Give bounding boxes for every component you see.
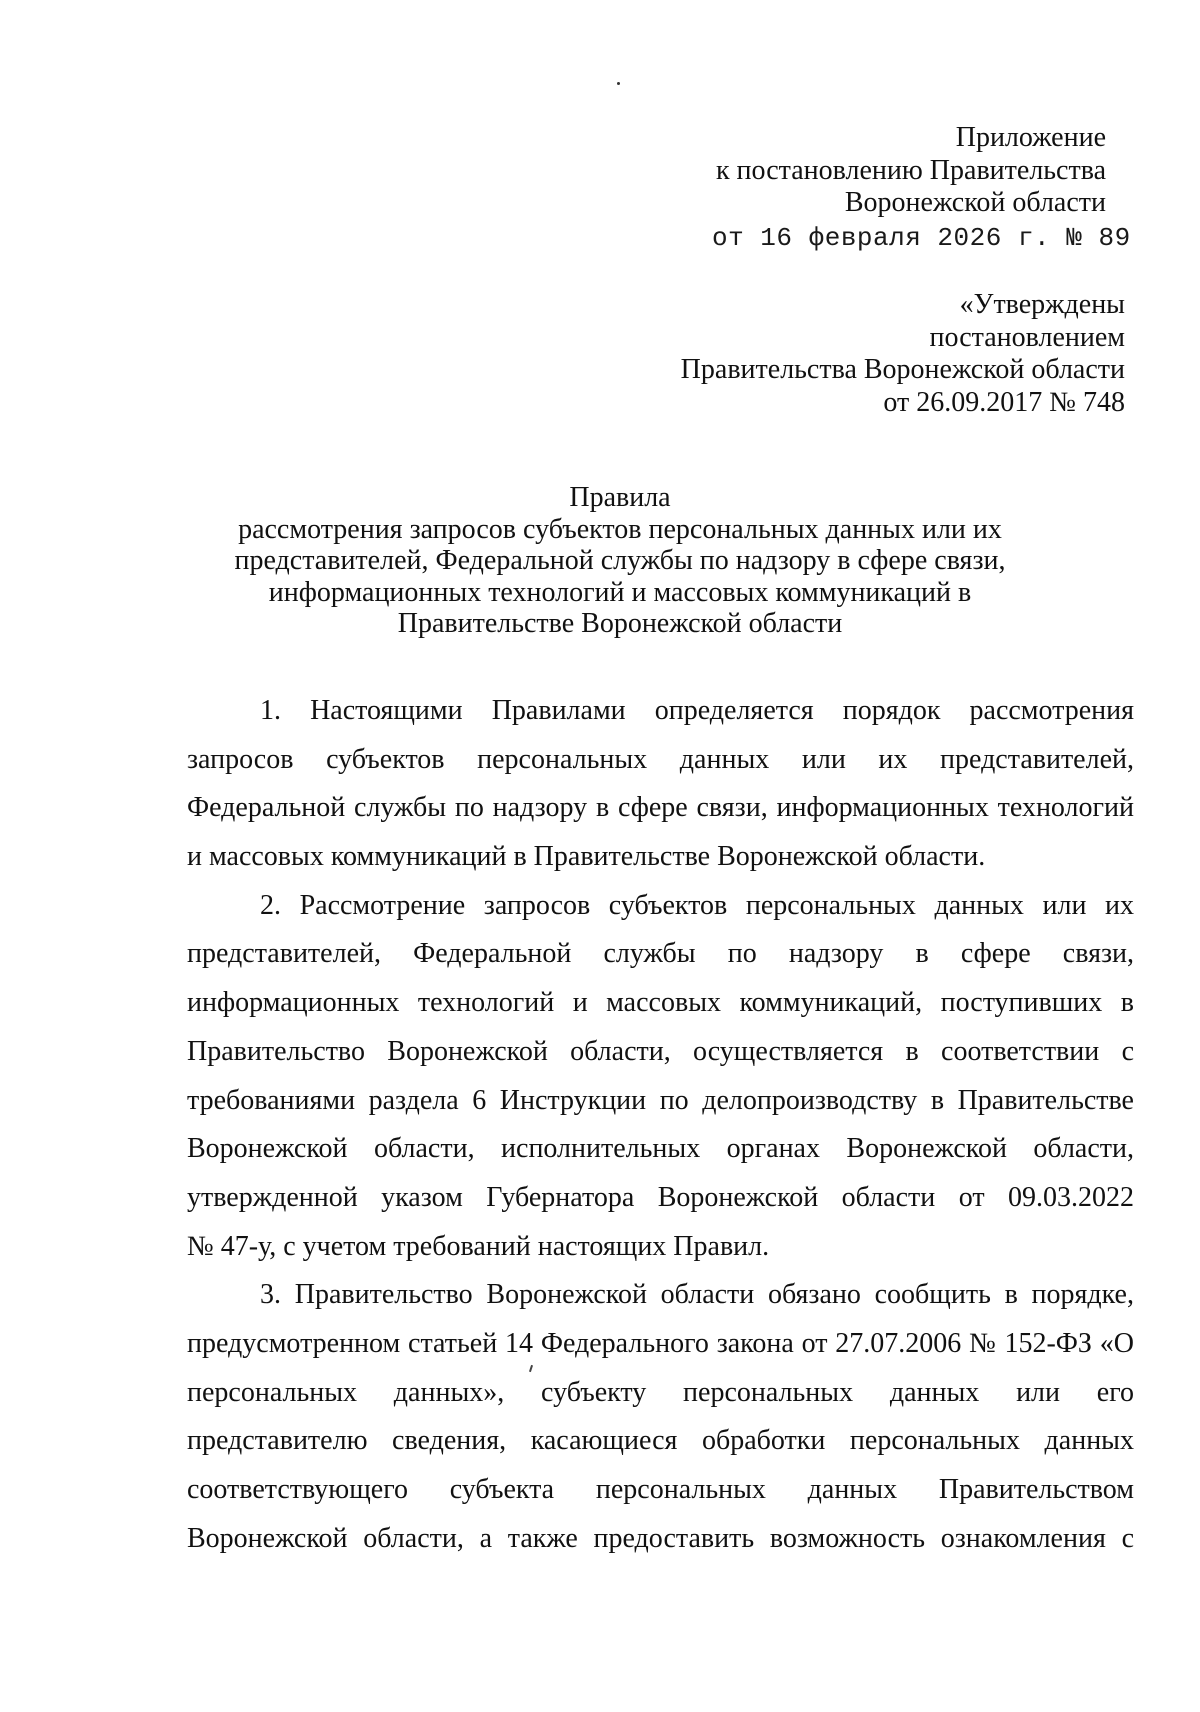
annex-line: к постановлению Правительства (715, 154, 1106, 186)
approval-line: постановлением (929, 321, 1125, 353)
registration-stamp: от 16 февраля 2026 г. № 89 (712, 223, 1131, 253)
annex-line: Приложение (955, 122, 1106, 153)
paragraph-3-line: соответствующего субъекта персональных данных Правительством (187, 1475, 1134, 1505)
title-line: Правила (569, 482, 671, 513)
paragraph-1-line: запросов субъектов персональных данных или их представителей, (187, 744, 1134, 775)
document-title (180, 482, 1060, 640)
paragraph-2-line: № 47-у, с учетом требований настоящих Правил. (187, 1231, 770, 1262)
title-line: информационных технологий и массовых коммуникаций в (268, 576, 972, 608)
paragraph-2-line: Правительство Воронежской области, осуществляется в соответствии с (187, 1036, 1134, 1067)
title-line: представителей, Федеральной службы по надзору в сфере связи, (234, 545, 1006, 576)
paragraph-3-line: Воронежской области, а также предоставить возможность ознакомления с (187, 1523, 1134, 1554)
approval-block (681, 289, 1125, 419)
title-line: Правительстве Воронежской области (397, 608, 843, 639)
paragraph-1-line: 1. Настоящими Правилами определяется порядок рассмотрения (260, 696, 1134, 726)
paragraph-2-line: 2. Рассмотрение запросов субъектов персональных данных или их (260, 890, 1134, 921)
approval-line: «Утверждены (959, 289, 1125, 320)
annex-line: Воронежской области (844, 187, 1106, 218)
paragraph-1-line: и массовых коммуникаций в Правительстве Воронежской области. (187, 842, 986, 873)
paragraph-2-line: Воронежской области, исполнительных органах Воронежской области, (187, 1134, 1134, 1165)
annex-block (716, 122, 1106, 220)
title-line: рассмотрения запросов субъектов персональных данных или их (238, 513, 1002, 545)
paragraph-2-line: информационных технологий и массовых коммуникаций, поступивших в (187, 988, 1134, 1019)
paragraph-3-line: представителю сведения, касающиеся обработки персональных данных (187, 1426, 1134, 1457)
paragraph-2-line: утвержденной указом Губернатора Воронежской области от 09.03.2022 (187, 1182, 1134, 1213)
approval-line: Правительства Воронежской области (680, 354, 1125, 385)
paragraph-3-line: предусмотренном статьей 14 Федерального закона от 27.07.2006 № 152-ФЗ «О (187, 1328, 1134, 1359)
scan-speck (617, 82, 620, 85)
paragraph-1-line: Федеральной службы по надзору в сфере связи, информационных технологий (187, 793, 1134, 824)
paragraph-3-line: персональных данных», субъекту персональных данных или его (187, 1377, 1134, 1408)
paragraph-2-line: требованиями раздела 6 Инструкции по делопроизводству в Правительстве (187, 1085, 1134, 1116)
document-body (187, 696, 1134, 1572)
paragraph-2-line: представителей, Федеральной службы по надзору в сфере связи, (187, 939, 1134, 970)
paragraph-3-line: 3. Правительство Воронежской области обязано сообщить в порядке, (260, 1280, 1134, 1311)
approval-line: от 26.09.2017 № 748 (883, 386, 1125, 418)
